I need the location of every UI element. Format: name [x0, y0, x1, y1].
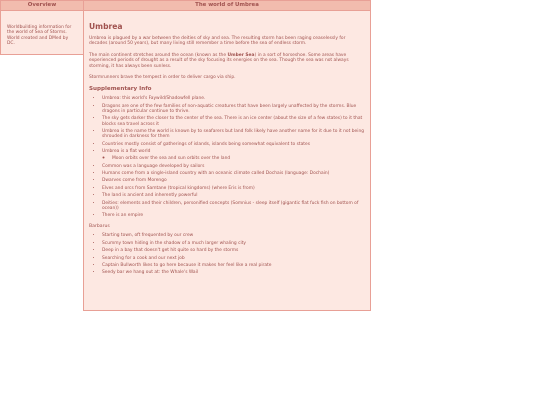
- list-item: • The land is ancient and inherently powerful: [102, 193, 364, 198]
- list-item: • Countries mostly consist of gatherings of islands, islands being somewhat equivalent to states: [102, 142, 364, 147]
- list-item: • Common was a language developed by sailors: [102, 164, 364, 169]
- list-item: • Scummy town hiding in the shadow of a much larger whaling city: [102, 241, 364, 246]
- list-item: • Humans come from a single-island country with an oceanic climate called Dochais (language: Dochain): [102, 171, 364, 176]
- stormrunners-paragraph: Stormrunners brave the tempest in order to deliver cargo via ship.: [89, 75, 236, 81]
- continent-text-pre: The main continent stretches around the ocean (known as the: [89, 52, 228, 58]
- continent-paragraph: [89, 53, 364, 69]
- list-item-flat-world: [102, 149, 364, 161]
- list-item: • Deities: elements and their children, personified concepts (Somnius - sleep itself (gigantic flat fuck fish on bottom of ocean)): [102, 201, 364, 211]
- list-item: • Starting town, oft frequented by our crew: [102, 233, 364, 238]
- supplementary-heading: Supplementary Info: [89, 86, 152, 93]
- nested-list-item: ◦ Moon orbits over the sea and sun orbits over the land: [112, 156, 364, 161]
- nested-list: [102, 156, 364, 161]
- list-item: • Umbrea is the name the world is known by to seafarers but land folk likely have another name for it due to it not being shrouded in darkness for them: [102, 129, 364, 139]
- list-item: • Seedy bar we hang out at: the Whale's Wail: [102, 270, 364, 275]
- main-panel: [83, 0, 371, 311]
- overview-header: Overview: [1, 1, 83, 11]
- list-item-text: Umbrea is a flat world: [102, 149, 151, 154]
- overview-panel: [0, 0, 84, 55]
- main-header: The world of Umbrea: [84, 1, 370, 11]
- list-item: • The sky gets darker the closer to the center of the sea. There is an ice center (about the size of a few states) to it that blocks sea travel across it: [102, 116, 364, 126]
- barbarus-list: [89, 233, 364, 275]
- main-body: [84, 11, 370, 276]
- list-item: • Searching for a cook and our next job: [102, 256, 364, 261]
- intro-paragraph: Umbrea is plagued by a war between the deities of sky and sea. The resulting storm has been raging ceaselessly for decades (around 50 years), but many living still remember a time before the sea of endless storm.: [89, 36, 346, 47]
- barbarus-heading: Barbarus: [89, 224, 110, 230]
- list-item: • Captain Bullworth likes to go here because it makes her feel like a real pirate: [102, 263, 364, 268]
- list-item: • Deep in a bay that doesn't get hit quite so hard by the storms: [102, 248, 364, 253]
- list-item: • There is an empire: [102, 213, 364, 218]
- list-item: • Umbrea: this world's Faywild/Shadowfell plane.: [102, 96, 364, 101]
- list-item: • Dwarves come from Morengo: [102, 178, 364, 183]
- supplementary-list: [89, 96, 364, 218]
- list-item: • Elves and orcs from Samtane (tropical kingdoms) (where Eris is from): [102, 186, 364, 191]
- continent-text-post: ) in a sort of horseshoe. Some areas have experienced periods of drought as a result of the sky focusing its energies on the sea. Though the sea was not always storming, it has always been sunless.: [89, 52, 349, 69]
- umber-sea-term: Umber Sea: [227, 52, 255, 58]
- page-title: Umbrea: [89, 22, 123, 31]
- overview-body: Worldbuilding information for the world of Sea of Storms. World created and DMed by DC.: [7, 25, 72, 47]
- list-item: • Dragons are one of the few families of non-aquatic creatures that have been largely unaffected by the storms. Blue dragons in particular continue to thrive.: [102, 104, 364, 114]
